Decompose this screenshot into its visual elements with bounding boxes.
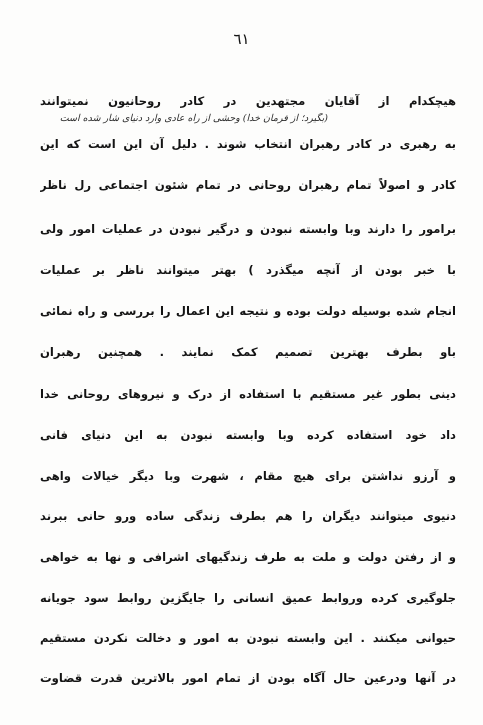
text-line-7: باو بطرف بهترین تصمیم کمک نمایند . همچنین رهبران — [40, 345, 456, 359]
text-line-5: با خبر بودن از آنچه میگذرد ) بهتر میتوانند ناظر بر عملیات — [40, 263, 456, 277]
page-number: ٦١ — [233, 30, 250, 48]
margin-note: (بگیرد؛ از فرمان خدا) وحشی از راه عادی وارد دنیای شار شده است — [59, 113, 328, 124]
text-line-11: دنیوی میتوانند دیگران را هم بطرف زندگی ساده ورو حانی ببرند — [40, 509, 456, 523]
text-line-12: و از رفتن دولت و ملت به طرف زندگیهای اشرافی و نها به خواهی — [40, 550, 456, 564]
text-line-2: به رهبری در کادر رهبران انتخاب شوند . دلیل آن این است که این — [40, 137, 456, 151]
text-line-1: هیچکدام از آقایان مجتهدین در کادر روحانیون نمیتوانند — [40, 94, 456, 108]
text-line-15: در آنها ودرعین حال آگاه بودن از تمام امور بالاترین قدرت قضاوت — [40, 671, 456, 685]
text-line-9: داد خود استفاده کرده وبا وابسته نبودن به این دنیای فانی — [40, 428, 456, 442]
text-line-6: انجام شده بوسیله دولت بوده و نتیجه این اعمال را بررسی و راه نمائی — [40, 304, 456, 318]
text-line-4: برامور را دارند وبا وابسته نبودن و درگیر نبودن در عملیات امور ولی — [40, 222, 456, 236]
text-line-13: جلوگیری کرده وروابط عمیق انسانی را جایگزین روابط سود جویانه — [40, 591, 456, 605]
text-line-3: کادر و اصولاً تمام رهبران روحانی در تمام شئون اجتماعی رل ناظر — [40, 178, 456, 192]
text-line-14: حیوانی میکنند . این وابسته نبودن به امور و دخالت نکردن مستقیم — [40, 631, 456, 645]
text-line-10: و آرزو نداشتن برای هیچ مقام ، شهرت وبا دیگر خیالات واهی — [40, 469, 456, 483]
text-line-8: دینی بطور غیر مستقیم با استفاده از درک و نیروهای روحانی خدا — [40, 387, 456, 401]
